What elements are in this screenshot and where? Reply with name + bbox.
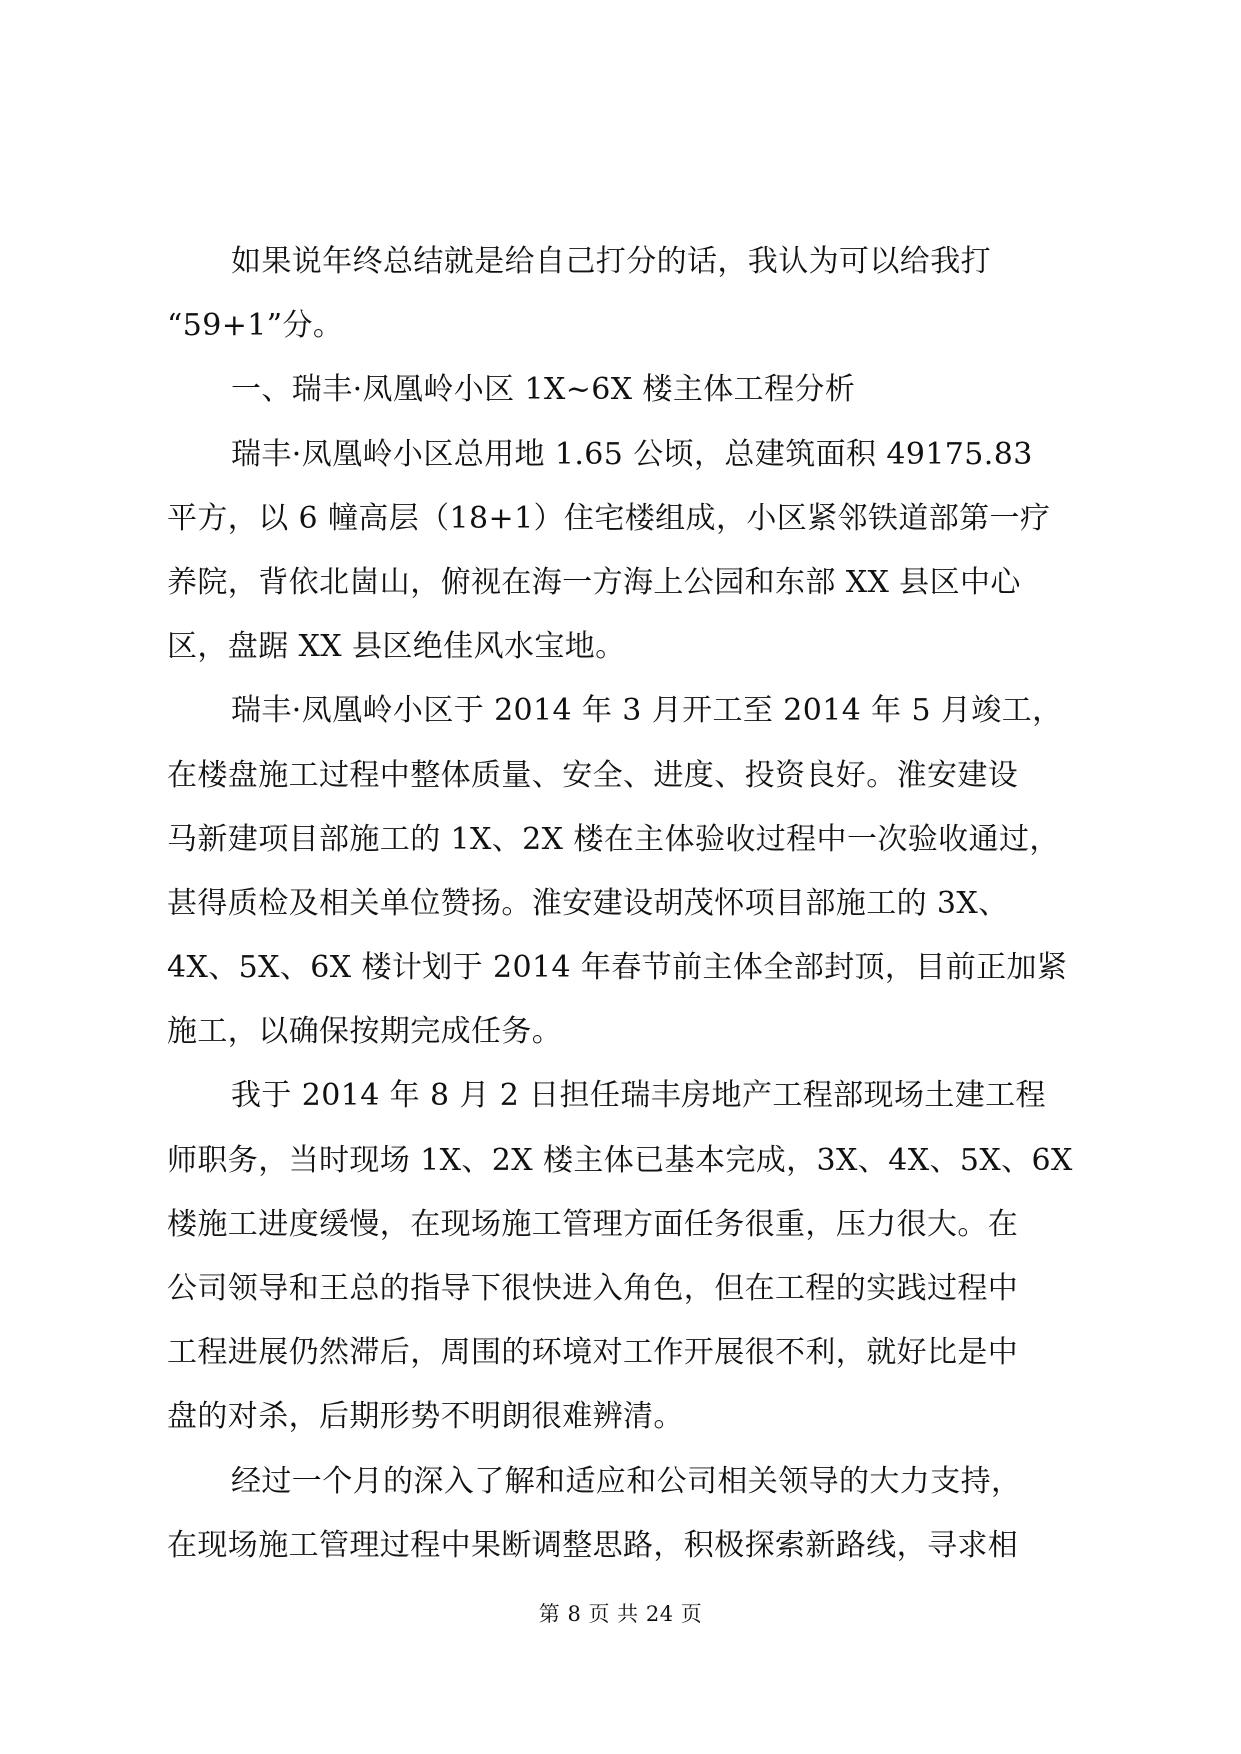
text-line: 盘的对杀，后期形势不明朗很难辨清。 bbox=[167, 1399, 684, 1435]
text-line: 如果说年终总结就是给自己打分的话，我认为可以给我打 bbox=[231, 244, 991, 279]
text-line: 我于 2014 年 8 月 2 日担任瑞丰房地产工程部现场土建工程 bbox=[231, 1078, 1046, 1114]
text-line: 工程进展仍然滞后，周围的环境对工作开展很不利，就好比是中 bbox=[167, 1335, 1019, 1371]
text-line: 4X、5X、6X 楼计划于 2014 年春节前主体全部封顶，目前正加紧 bbox=[167, 950, 1068, 986]
text-line: 甚得质检及相关单位赞扬。淮安建设胡茂怀项目部施工的 3X、 bbox=[167, 885, 1009, 921]
section-heading: 一、瑞丰·凤凰岭小区 1X~6X 楼主体工程分析 bbox=[231, 372, 856, 408]
body-text bbox=[167, 230, 1082, 1578]
text-line: 楼施工进度缓慢，在现场施工管理方面任务很重，压力很大。在 bbox=[167, 1206, 1019, 1242]
text-line: 养院，背依北崮山，俯视在海一方海上公园和东部 XX 县区中心 bbox=[167, 564, 1021, 600]
text-line: 马新建项目部施工的 1X、2X 楼在主体验收过程中一次验收通过， bbox=[167, 821, 1060, 857]
text-line: 施工，以确保按期完成任务。 bbox=[167, 1014, 563, 1050]
text-line: 瑞丰·凤凰岭小区于 2014 年 3 月开工至 2014 年 5 月竣工， bbox=[231, 693, 1063, 729]
page-footer: 第 8 页 共 24 页 bbox=[538, 1602, 703, 1626]
text-line: “59+1”分。 bbox=[167, 308, 344, 344]
text-line: 在现场施工管理过程中果断调整思路，积极探索新路线，寻求相 bbox=[167, 1527, 1019, 1563]
text-line: 师职务，当时现场 1X、2X 楼主体已基本完成，3X、4X、5X、6X bbox=[167, 1142, 1073, 1178]
text-line: 经过一个月的深入了解和适应和公司相关领导的大力支持， bbox=[231, 1463, 1022, 1499]
text-line: 区，盘踞 XX 县区绝佳风水宝地。 bbox=[167, 629, 626, 665]
text-line: 平方，以 6 幢高层（18+1）住宅楼组成，小区紧邻铁道部第一疗 bbox=[167, 500, 1051, 536]
text-line: 在楼盘施工过程中整体质量、安全、进度、投资良好。淮安建设 bbox=[167, 757, 1019, 793]
text-line: 瑞丰·凤凰岭小区总用地 1.65 公顷，总建筑面积 49175.83 bbox=[231, 436, 1033, 472]
text-line: 公司领导和王总的指导下很快进入角色，但在工程的实践过程中 bbox=[167, 1271, 1019, 1306]
